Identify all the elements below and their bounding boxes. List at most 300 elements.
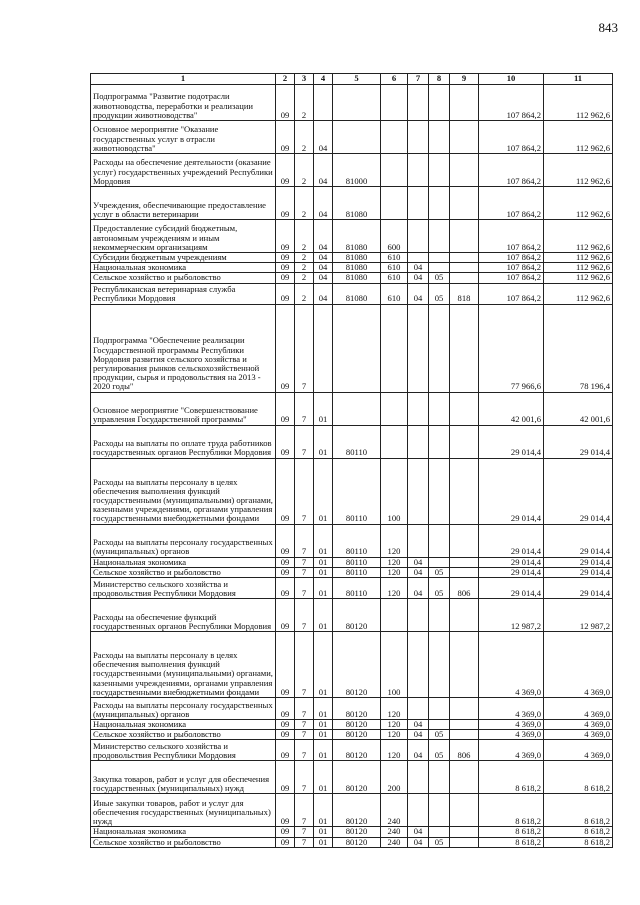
cell-year-2016: 29 014,4: [544, 557, 613, 567]
cell-ministry: [450, 794, 479, 827]
cell-subsection: [429, 425, 450, 458]
table-row: [91, 730, 613, 740]
cell-chapter: [408, 85, 429, 121]
cell-chapter: [408, 761, 429, 794]
cell-subsection: [429, 458, 450, 524]
cell-subprogram: 2: [295, 121, 314, 154]
table-row: [91, 304, 613, 392]
cell-subsection: [429, 599, 450, 632]
row-name: Расходы на выплаты персоналу в целях обеспечения выполнения функций государственными (муниципальными) органами, казенными учреждениями, органами управления государственными внебюджетными фондами: [91, 458, 276, 524]
cell-event: 01: [314, 599, 333, 632]
cell-subsection: 05: [429, 730, 450, 740]
cell-section: 09: [276, 827, 295, 837]
cell-year-2016: 112 962,6: [544, 220, 613, 253]
cell-chapter: [408, 632, 429, 698]
cell-year-2016: 4 369,0: [544, 740, 613, 761]
cell-expense-type: 120: [381, 578, 408, 599]
cell-expense-code: [333, 392, 381, 425]
cell-chapter: [408, 304, 429, 392]
page-number: 843: [598, 20, 618, 35]
cell-expense-type: 120: [381, 698, 408, 720]
cell-chapter: [408, 425, 429, 458]
cell-year-2015: 107 864,2: [479, 187, 544, 220]
cell-event: 01: [314, 632, 333, 698]
cell-subsection: [429, 392, 450, 425]
cell-year-2015: 4 369,0: [479, 740, 544, 761]
cell-ministry: [450, 121, 479, 154]
cell-expense-code: 80120: [333, 794, 381, 827]
cell-chapter: [408, 698, 429, 720]
cell-subsection: 05: [429, 283, 450, 304]
cell-year-2016: 4 369,0: [544, 730, 613, 740]
table-row: [91, 557, 613, 567]
cell-subsection: 05: [429, 837, 450, 847]
cell-subprogram: 7: [295, 392, 314, 425]
cell-event: 01: [314, 740, 333, 761]
cell-expense-type: [381, 392, 408, 425]
cell-section: 09: [276, 425, 295, 458]
table-row: [91, 392, 613, 425]
cell-chapter: [408, 253, 429, 263]
cell-chapter: 04: [408, 557, 429, 567]
table-row: [91, 599, 613, 632]
cell-subprogram: 2: [295, 220, 314, 253]
cell-year-2015: 29 014,4: [479, 425, 544, 458]
cell-year-2015: 107 864,2: [479, 85, 544, 121]
cell-ministry: [450, 761, 479, 794]
cell-section: 09: [276, 392, 295, 425]
cell-expense-type: 120: [381, 524, 408, 557]
header-col-7: 7: [408, 74, 429, 85]
row-name: Сельское хозяйство и рыболовство: [91, 837, 276, 847]
cell-year-2016: 8 618,2: [544, 761, 613, 794]
cell-section: 09: [276, 273, 295, 283]
cell-year-2016: 29 014,4: [544, 524, 613, 557]
cell-ministry: [450, 827, 479, 837]
cell-expense-type: [381, 304, 408, 392]
cell-subprogram: 7: [295, 599, 314, 632]
cell-expense-code: 81080: [333, 263, 381, 273]
cell-year-2015: 4 369,0: [479, 632, 544, 698]
cell-subprogram: 7: [295, 740, 314, 761]
row-name: Субсидии бюджетным учреждениям: [91, 253, 276, 263]
row-name: Республиканская ветеринарная служба Республики Мордовия: [91, 283, 276, 304]
cell-subprogram: 7: [295, 827, 314, 837]
cell-ministry: [450, 85, 479, 121]
cell-year-2015: 12 987,2: [479, 599, 544, 632]
cell-ministry: [450, 524, 479, 557]
cell-expense-type: 100: [381, 458, 408, 524]
cell-subprogram: 2: [295, 263, 314, 273]
cell-year-2016: 78 196,4: [544, 304, 613, 392]
table-row: [91, 567, 613, 577]
cell-year-2016: 112 962,6: [544, 154, 613, 187]
cell-subsection: [429, 220, 450, 253]
cell-year-2016: 112 962,6: [544, 85, 613, 121]
cell-section: 09: [276, 187, 295, 220]
cell-chapter: 04: [408, 730, 429, 740]
cell-section: 09: [276, 698, 295, 720]
cell-expense-code: [333, 85, 381, 121]
row-name: Предоставление субсидий бюджетным, автономным учреждениям и иным некоммерческим организациям: [91, 220, 276, 253]
cell-expense-code: 80120: [333, 720, 381, 730]
cell-subsection: 05: [429, 740, 450, 761]
cell-subsection: [429, 121, 450, 154]
cell-ministry: [450, 154, 479, 187]
cell-ministry: 806: [450, 578, 479, 599]
cell-chapter: 04: [408, 837, 429, 847]
cell-section: 09: [276, 263, 295, 273]
cell-year-2016: 29 014,4: [544, 578, 613, 599]
header-col-1: 1: [91, 74, 276, 85]
cell-subprogram: 7: [295, 578, 314, 599]
cell-subprogram: 7: [295, 632, 314, 698]
row-name: Расходы на выплаты персоналу государственных (муниципальных) органов: [91, 698, 276, 720]
cell-chapter: [408, 187, 429, 220]
header-col-4: 4: [314, 74, 333, 85]
cell-ministry: [450, 253, 479, 263]
cell-subsection: [429, 794, 450, 827]
cell-section: 09: [276, 121, 295, 154]
cell-year-2015: 42 001,6: [479, 392, 544, 425]
row-name: Сельское хозяйство и рыболовство: [91, 273, 276, 283]
cell-chapter: 04: [408, 263, 429, 273]
cell-event: 01: [314, 392, 333, 425]
cell-event: 01: [314, 567, 333, 577]
cell-expense-code: 80120: [333, 730, 381, 740]
cell-year-2016: 29 014,4: [544, 458, 613, 524]
cell-chapter: [408, 220, 429, 253]
cell-subprogram: 2: [295, 85, 314, 121]
cell-chapter: [408, 599, 429, 632]
cell-section: 09: [276, 524, 295, 557]
cell-year-2015: 29 014,4: [479, 458, 544, 524]
cell-expense-code: 80120: [333, 740, 381, 761]
cell-section: 09: [276, 458, 295, 524]
table-row: [91, 794, 613, 827]
table-row: [91, 740, 613, 761]
cell-subsection: [429, 263, 450, 273]
cell-year-2015: 8 618,2: [479, 761, 544, 794]
cell-event: 01: [314, 458, 333, 524]
cell-year-2016: 4 369,0: [544, 720, 613, 730]
cell-expense-type: 610: [381, 283, 408, 304]
cell-event: [314, 304, 333, 392]
table-row: [91, 761, 613, 794]
cell-subsection: [429, 761, 450, 794]
cell-subsection: 05: [429, 273, 450, 283]
row-name: Национальная экономика: [91, 557, 276, 567]
cell-expense-type: 120: [381, 740, 408, 761]
cell-expense-type: 240: [381, 794, 408, 827]
cell-year-2016: 4 369,0: [544, 632, 613, 698]
cell-expense-code: [333, 304, 381, 392]
cell-chapter: 04: [408, 578, 429, 599]
cell-year-2016: 42 001,6: [544, 392, 613, 425]
cell-year-2015: 107 864,2: [479, 263, 544, 273]
cell-subsection: [429, 524, 450, 557]
cell-ministry: 806: [450, 740, 479, 761]
cell-year-2015: 77 966,6: [479, 304, 544, 392]
cell-section: 09: [276, 253, 295, 263]
cell-year-2015: 29 014,4: [479, 557, 544, 567]
cell-ministry: [450, 263, 479, 273]
cell-year-2015: 107 864,2: [479, 154, 544, 187]
cell-year-2015: 107 864,2: [479, 121, 544, 154]
header-row: [91, 74, 613, 85]
cell-event: 01: [314, 837, 333, 847]
cell-subprogram: 2: [295, 187, 314, 220]
cell-subprogram: 7: [295, 425, 314, 458]
cell-expense-type: 120: [381, 557, 408, 567]
cell-section: 09: [276, 304, 295, 392]
cell-year-2016: 8 618,2: [544, 794, 613, 827]
cell-year-2015: 8 618,2: [479, 837, 544, 847]
cell-subsection: [429, 632, 450, 698]
cell-event: 01: [314, 794, 333, 827]
cell-subsection: [429, 85, 450, 121]
cell-year-2015: 4 369,0: [479, 698, 544, 720]
cell-event: 01: [314, 761, 333, 794]
cell-year-2015: 29 014,4: [479, 567, 544, 577]
cell-ministry: [450, 698, 479, 720]
cell-event: 04: [314, 220, 333, 253]
table-row: [91, 837, 613, 847]
cell-expense-code: 80120: [333, 632, 381, 698]
cell-subsection: [429, 187, 450, 220]
cell-event: 04: [314, 187, 333, 220]
cell-subsection: [429, 557, 450, 567]
cell-subprogram: 7: [295, 304, 314, 392]
cell-section: 09: [276, 761, 295, 794]
cell-section: 09: [276, 740, 295, 761]
cell-subprogram: 7: [295, 720, 314, 730]
cell-year-2015: 8 618,2: [479, 827, 544, 837]
cell-year-2016: 4 369,0: [544, 698, 613, 720]
cell-ministry: [450, 458, 479, 524]
row-name: Основное мероприятие "Оказание государственных услуг в отрасли животноводства": [91, 121, 276, 154]
cell-ministry: [450, 304, 479, 392]
cell-subprogram: 7: [295, 794, 314, 827]
cell-ministry: [450, 837, 479, 847]
cell-expense-type: 600: [381, 220, 408, 253]
cell-event: 04: [314, 154, 333, 187]
cell-section: 09: [276, 567, 295, 577]
cell-expense-code: 81080: [333, 273, 381, 283]
cell-event: 01: [314, 578, 333, 599]
table-row: [91, 720, 613, 730]
cell-subprogram: 7: [295, 524, 314, 557]
cell-chapter: 04: [408, 567, 429, 577]
cell-expense-type: 610: [381, 253, 408, 263]
cell-expense-type: [381, 425, 408, 458]
cell-expense-code: 81080: [333, 187, 381, 220]
header-col-2: 2: [276, 74, 295, 85]
cell-section: 09: [276, 794, 295, 827]
cell-year-2016: 112 962,6: [544, 187, 613, 220]
table-row: [91, 632, 613, 698]
cell-expense-type: 240: [381, 837, 408, 847]
cell-expense-code: 80110: [333, 557, 381, 567]
cell-expense-code: 80110: [333, 578, 381, 599]
table-row: [91, 524, 613, 557]
cell-subprogram: 7: [295, 837, 314, 847]
cell-section: 09: [276, 837, 295, 847]
table-row: [91, 425, 613, 458]
cell-year-2015: 107 864,2: [479, 220, 544, 253]
cell-ministry: [450, 220, 479, 253]
cell-subprogram: 7: [295, 730, 314, 740]
table-row: [91, 220, 613, 253]
cell-subsection: [429, 827, 450, 837]
cell-expense-code: 80110: [333, 458, 381, 524]
cell-ministry: [450, 599, 479, 632]
cell-ministry: [450, 730, 479, 740]
cell-subsection: [429, 253, 450, 263]
cell-year-2016: 8 618,2: [544, 837, 613, 847]
cell-expense-code: 81000: [333, 154, 381, 187]
cell-year-2016: 8 618,2: [544, 827, 613, 837]
row-name: Национальная экономика: [91, 720, 276, 730]
row-name: Учреждения, обеспечивающие предоставление услуг в области ветеринарии: [91, 187, 276, 220]
cell-expense-code: 80110: [333, 567, 381, 577]
table-row: [91, 85, 613, 121]
cell-event: 01: [314, 557, 333, 567]
table-row: [91, 263, 613, 273]
cell-year-2015: 29 014,4: [479, 524, 544, 557]
header-col-10: 10: [479, 74, 544, 85]
table-row: [91, 154, 613, 187]
cell-expense-type: [381, 154, 408, 187]
row-name: Подпрограмма "Развитие подотрасли животноводства, переработки и реализации продукции животноводства": [91, 85, 276, 121]
header-col-6: 6: [381, 74, 408, 85]
cell-expense-code: 81080: [333, 253, 381, 263]
row-name: Основное мероприятие "Совершенствование управления Государственной программы": [91, 392, 276, 425]
cell-year-2015: 107 864,2: [479, 283, 544, 304]
cell-chapter: 04: [408, 283, 429, 304]
cell-chapter: [408, 154, 429, 187]
cell-subsection: [429, 154, 450, 187]
row-name: Расходы на обеспечение деятельности (оказание услуг) государственных учреждений Республики Мордовия: [91, 154, 276, 187]
cell-year-2016: 112 962,6: [544, 273, 613, 283]
cell-expense-type: 610: [381, 273, 408, 283]
cell-chapter: 04: [408, 720, 429, 730]
cell-expense-type: 120: [381, 720, 408, 730]
cell-expense-code: 80120: [333, 599, 381, 632]
table-row: [91, 698, 613, 720]
cell-year-2016: 29 014,4: [544, 425, 613, 458]
row-name: Расходы на выплаты по оплате труда работников государственных органов Республики Мордовия: [91, 425, 276, 458]
cell-year-2016: 112 962,6: [544, 253, 613, 263]
cell-subsection: [429, 698, 450, 720]
cell-expense-type: 120: [381, 730, 408, 740]
cell-chapter: [408, 794, 429, 827]
cell-chapter: [408, 524, 429, 557]
cell-section: 09: [276, 578, 295, 599]
row-name: Иные закупки товаров, работ и услуг для обеспечения государственных (муниципальных) нужд: [91, 794, 276, 827]
table-row: [91, 121, 613, 154]
cell-ministry: [450, 567, 479, 577]
row-name: Сельское хозяйство и рыболовство: [91, 730, 276, 740]
cell-expense-code: 81080: [333, 283, 381, 304]
cell-ministry: [450, 632, 479, 698]
cell-year-2015: 107 864,2: [479, 273, 544, 283]
cell-expense-code: 80110: [333, 425, 381, 458]
row-name: Национальная экономика: [91, 827, 276, 837]
cell-ministry: [450, 557, 479, 567]
cell-chapter: 04: [408, 827, 429, 837]
cell-chapter: 04: [408, 740, 429, 761]
header-col-8: 8: [429, 74, 450, 85]
row-name: Министерство сельского хозяйства и продовольствия Республики Мордовия: [91, 740, 276, 761]
cell-section: 09: [276, 557, 295, 567]
cell-expense-type: [381, 121, 408, 154]
row-name: Подпрограмма "Обеспечение реализации Государственной программы Республики Мордовия развития сельского хозяйства и регулирования рынков сельскохозяйственной продукции, сырья и продовольствия на 2013 - 2020 годы": [91, 304, 276, 392]
row-name: Расходы на выплаты персоналу в целях обеспечения выполнения функций государственными (муниципальными) органами, казенными учреждениями, органами управления государственными внебюджетными фондами: [91, 632, 276, 698]
row-name: Закупка товаров, работ и услуг для обеспечения государственных (муниципальных) нужд: [91, 761, 276, 794]
cell-year-2015: 29 014,4: [479, 578, 544, 599]
cell-section: 09: [276, 220, 295, 253]
cell-subprogram: 7: [295, 567, 314, 577]
cell-ministry: 818: [450, 283, 479, 304]
cell-subprogram: 2: [295, 283, 314, 304]
cell-section: 09: [276, 730, 295, 740]
cell-subprogram: 2: [295, 253, 314, 263]
cell-subprogram: 2: [295, 154, 314, 187]
cell-section: 09: [276, 85, 295, 121]
cell-expense-code: 80120: [333, 698, 381, 720]
cell-expense-type: [381, 599, 408, 632]
header-col-11: 11: [544, 74, 613, 85]
cell-subprogram: 7: [295, 557, 314, 567]
cell-year-2016: 12 987,2: [544, 599, 613, 632]
cell-subsection: 05: [429, 578, 450, 599]
cell-subprogram: 2: [295, 273, 314, 283]
cell-chapter: [408, 121, 429, 154]
cell-subprogram: 7: [295, 698, 314, 720]
cell-event: 04: [314, 263, 333, 273]
cell-year-2015: 107 864,2: [479, 253, 544, 263]
cell-section: 09: [276, 154, 295, 187]
cell-year-2015: 4 369,0: [479, 730, 544, 740]
cell-expense-code: 80110: [333, 524, 381, 557]
cell-ministry: [450, 425, 479, 458]
table-row: [91, 187, 613, 220]
cell-section: 09: [276, 632, 295, 698]
cell-event: 01: [314, 720, 333, 730]
cell-event: 04: [314, 283, 333, 304]
cell-ministry: [450, 187, 479, 220]
cell-subprogram: 7: [295, 761, 314, 794]
cell-expense-type: [381, 187, 408, 220]
cell-event: 04: [314, 273, 333, 283]
cell-year-2015: 4 369,0: [479, 720, 544, 730]
cell-chapter: [408, 458, 429, 524]
cell-expense-code: 80120: [333, 837, 381, 847]
header-col-9: 9: [450, 74, 479, 85]
cell-expense-code: 80120: [333, 827, 381, 837]
cell-ministry: [450, 392, 479, 425]
cell-subsection: [429, 720, 450, 730]
cell-event: [314, 85, 333, 121]
cell-subprogram: 7: [295, 458, 314, 524]
cell-chapter: [408, 392, 429, 425]
cell-section: 09: [276, 599, 295, 632]
row-name: Национальная экономика: [91, 263, 276, 273]
cell-expense-type: 200: [381, 761, 408, 794]
cell-expense-type: 100: [381, 632, 408, 698]
cell-chapter: 04: [408, 273, 429, 283]
